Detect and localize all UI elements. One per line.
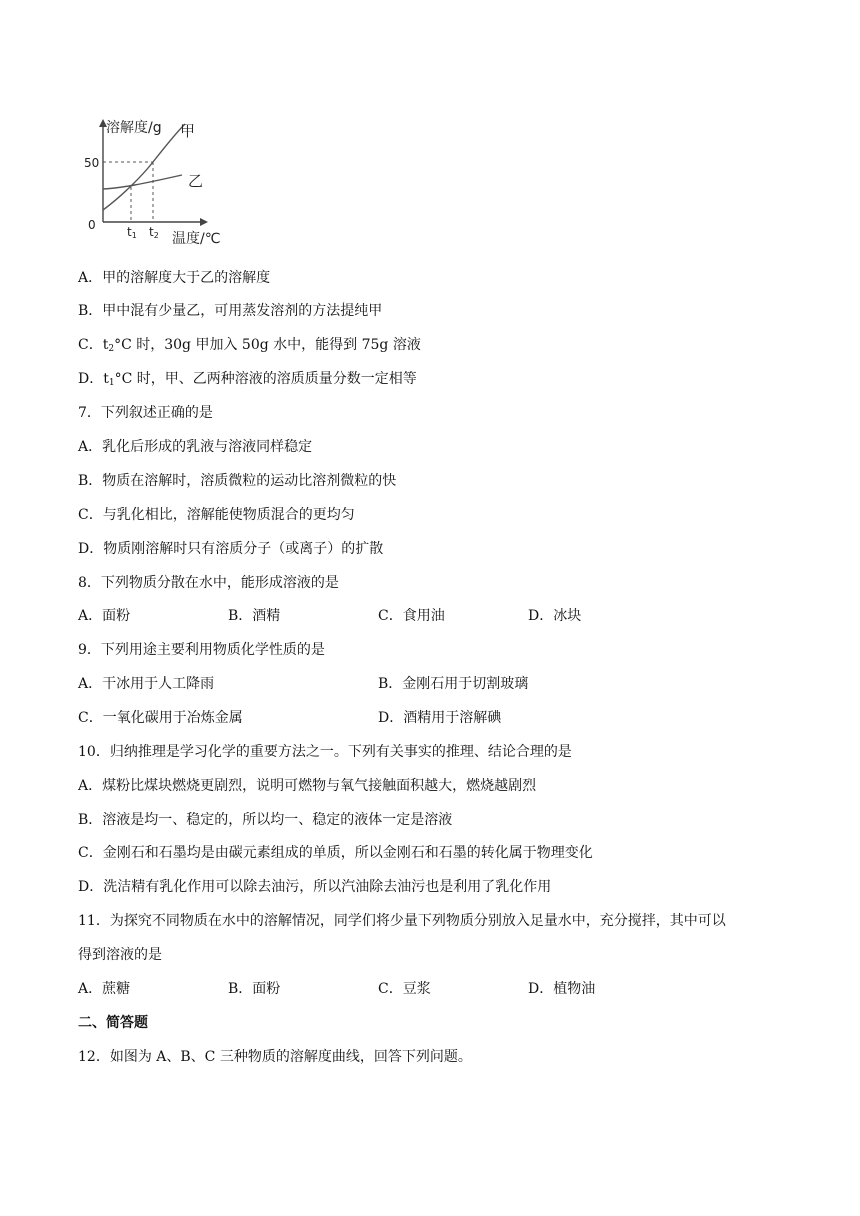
q10-option-b: B．溶液是均一、稳定的，所以均一、稳定的液体一定是溶液 (78, 812, 453, 828)
series-label-jia: 甲 (180, 122, 196, 140)
q9-option-c: C．一氧化碳用于冶炼金属 (78, 710, 243, 726)
q8-option-a: A．面粉 (78, 608, 131, 624)
tick-label-0: 0 (88, 218, 96, 232)
q10-option-a: A．煤粉比煤块燃烧更剧烈，说明可燃物与氧气接触面积越大，燃烧越剧烈 (78, 778, 537, 794)
tick-label-50: 50 (84, 156, 100, 170)
section-title: 二、简答题 (78, 1015, 148, 1031)
q11-option-d: D．植物油 (528, 981, 596, 997)
q6-option-a: A．甲的溶解度大于乙的溶解度 (78, 270, 271, 286)
series-label-yi: 乙 (188, 172, 204, 190)
q11-option-a: A．蔗糖 (78, 981, 131, 997)
q8-option-c: C．食用油 (378, 608, 445, 624)
q8-stem: 8．下列物质分散在水中，能形成溶液的是 (78, 575, 339, 591)
x-axis-arrow (200, 218, 208, 226)
q11-stem-line1: 11．为探究不同物质在水中的溶解情况，同学们将少量下列物质分别放入足量水中，充分搅拌，其中可以 (78, 913, 726, 929)
tick-label-t2: t2 (149, 225, 159, 240)
q9-option-d: D．酒精用于溶解碘 (378, 710, 502, 726)
q9-stem: 9．下列用途主要利用物质化学性质的是 (78, 642, 325, 658)
q11-option-c: C．豆浆 (378, 981, 431, 997)
q9-option-b: B．金刚石用于切割玻璃 (378, 676, 529, 692)
q6-option-d: D．$t_1^\circ C$ 时，甲、乙两种溶液的溶质质量分数一定相等 (78, 371, 417, 388)
q10-stem: 10．归纳推理是学习化学的重要方法之一。下列有关事实的推理、结论合理的是 (78, 744, 572, 760)
q7-stem: 7．下列叙述正确的是 (78, 405, 213, 421)
q7-option-b: B．物质在溶解时，溶质微粒的运动比溶剂微粒的快 (78, 473, 397, 489)
q8-option-d: D．冰块 (528, 608, 582, 624)
q6-option-c: C．$t_2^\circ C$ 时，30g 甲加入 50g 水中，能得到 75g 溶液 (78, 337, 421, 354)
q7-option-a: A．乳化后形成的乳液与溶液同样稳定 (78, 439, 313, 455)
solubility-curve-figure (82, 112, 242, 250)
y-axis-label: 溶解度/g (106, 120, 162, 136)
q11-stem-line2: 得到溶液的是 (78, 947, 162, 963)
q8-option-b: B．酒精 (228, 608, 281, 624)
q7-option-d: D．物质刚溶解时只有溶质分子（或离子）的扩散 (78, 541, 384, 557)
q7-option-c: C．与乳化相比，溶解能使物质混合的更均匀 (78, 507, 355, 523)
q10-option-c: C．金刚石和石墨均是由碳元素组成的单质，所以金刚石和石墨的转化属于物理变化 (78, 845, 593, 861)
q6-option-b: B．甲中混有少量乙，可用蒸发溶剂的方法提纯甲 (78, 303, 383, 319)
q10-option-d: D．洗洁精有乳化作用可以除去油污，所以汽油除去油污也是利用了乳化作用 (78, 879, 552, 895)
q9-option-a: A．干冰用于人工降雨 (78, 676, 215, 692)
tick-label-t1: t1 (127, 225, 137, 240)
q11-option-b: B．面粉 (228, 981, 281, 997)
x-axis-label: 温度/℃ (172, 231, 221, 247)
curve-yi (103, 175, 182, 189)
q12-stem: 12．如图为 A、B、C 三种物质的溶解度曲线，回答下列问题。 (78, 1049, 472, 1065)
curve-jia (103, 124, 185, 210)
